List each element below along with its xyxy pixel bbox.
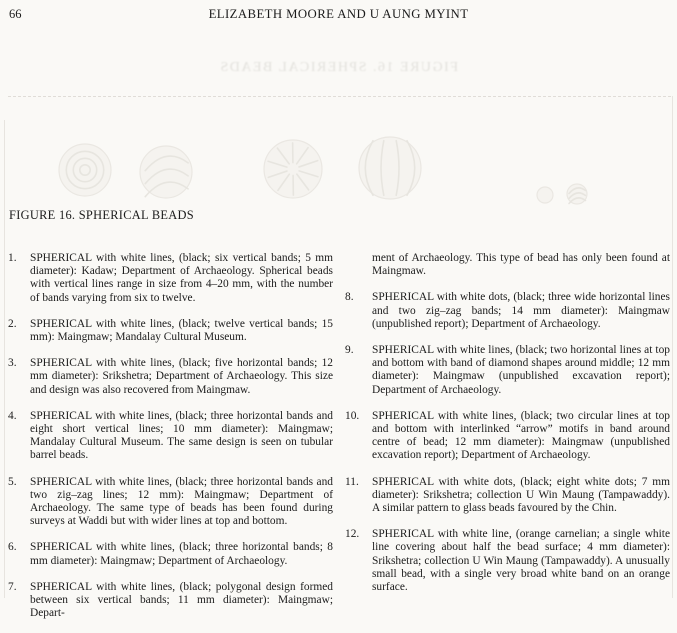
item-text: SPHERICAL with white dots, (black; eight white dots; 7 mm diameter): Srikshetra; collection U Win Maung (Tampawaddy). A similar pattern to glass beads favoured by the Chin. <box>372 476 670 516</box>
item-text: SPHERICAL with white lines, (black; two circular lines at top and bottom with interlinked “arrow” motifs in band around centre of bead; 12 mm diameter): Maingmaw (unpublished excavation report); Department of Archaeology. <box>372 410 670 463</box>
list-item <box>345 528 670 594</box>
item-text: SPHERICAL with white lines, (black; two horizontal lines at top and bottom with band of diamond shapes around middle; 12 mm diameter): Maingmaw (unpublished excavation report); Department of Archaeology. <box>372 344 670 397</box>
item-text: SPHERICAL with white lines, (black; three horizontal bands; 8 mm diameter): Maingmaw; Department of Archaeology. <box>30 541 333 567</box>
list-item <box>345 291 670 331</box>
item-number: 8. <box>345 291 372 331</box>
list-item <box>8 581 333 621</box>
ghost-bead-melon <box>359 137 421 199</box>
ghost-bead-diagonal <box>140 146 192 198</box>
item-number <box>345 252 372 278</box>
ghost-bead-small <box>537 187 553 203</box>
bead-catalogue-list <box>8 252 671 633</box>
right-column <box>345 252 670 633</box>
running-header <box>0 7 677 25</box>
ghost-caption-showthrough: FIGURE 16. SPHERICAL BEADS <box>0 60 677 76</box>
item-number: 11. <box>345 476 372 516</box>
figure-caption: FIGURE 16. SPHERICAL BEADS <box>9 208 194 223</box>
item-number: 9. <box>345 344 372 397</box>
page-number: 66 <box>9 7 22 22</box>
item-number: 12. <box>345 528 372 594</box>
list-item <box>8 357 333 397</box>
item-text: SPHERICAL with white lines, (black; six vertical bands; 5 mm diameter): Kadaw; Department of Archaeology. Spherical beads with vertical lines range in size from 4–20 mm, with the number of bands varying from six to twelve. <box>30 252 333 305</box>
ghost-bead-diagonal <box>567 184 587 204</box>
item-number: 2. <box>8 318 30 344</box>
item-text: SPHERICAL with white lines, (black; five horizontal bands; 12 mm diameter): Srikshetra; Department of Archaeology. This size and design was also recovered from Maingmaw. <box>30 357 333 397</box>
item-number: 7. <box>8 581 30 621</box>
item-number: 10. <box>345 410 372 463</box>
ghost-bead-concentric <box>59 144 111 196</box>
list-item <box>345 344 670 397</box>
item-text: SPHERICAL with white lines, (black; three horizontal bands and two zig–zag lines; 12 mm): Maingmaw; Department of Archaeology. The same type of beads has been found during surveys at Waddi but with wider lines at top and bottom. <box>30 476 333 529</box>
running-head-authors: ELIZABETH MOORE AND U AUNG MYINT <box>0 7 677 22</box>
ghost-bead-radial <box>264 140 322 198</box>
item-number: 1. <box>8 252 30 305</box>
item-text: SPHERICAL with white lines, (black; twelve vertical bands; 15 mm): Maingmaw; Mandalay Cultural Museum. <box>30 318 333 344</box>
item-number: 5. <box>8 476 30 529</box>
list-item <box>8 252 333 305</box>
item-text: ment of Archaeology. This type of bead has only been found at Maingmaw. <box>372 252 670 278</box>
item-number: 4. <box>8 410 30 463</box>
item-text: SPHERICAL with white lines, (black; polygonal design formed between six vertical bands; 11 mm diameter): Maingmaw; Depart- <box>30 581 333 621</box>
list-item <box>345 252 670 278</box>
list-item <box>8 541 333 567</box>
left-column <box>8 252 333 633</box>
item-text: SPHERICAL with white line, (orange carnelian; a single white line covering about half the bead surface; 4 mm diameter): Srikshetra; collection U Win Maung (Tampawaddy). A unusually small bead, with a single very broad white band on an orange surface. <box>372 528 670 594</box>
item-text: SPHERICAL with white dots, (black; three wide horizontal lines and two zig–zag bands; 14 mm diameter): Maingmaw (unpublished report); Department of Archaeology. <box>372 291 670 331</box>
list-item <box>345 410 670 463</box>
list-item <box>345 476 670 516</box>
item-number: 6. <box>8 541 30 567</box>
item-text: SPHERICAL with white lines, (black; three horizontal bands and eight short vertical lines; 10 mm diameter): Maingmaw; Mandalay Cultural Museum. The same design is seen on tubular barrel beads. <box>30 410 333 463</box>
item-number: 3. <box>8 357 30 397</box>
list-item <box>8 476 333 529</box>
ghost-bead-images <box>0 90 677 215</box>
list-item <box>8 410 333 463</box>
list-item <box>8 318 333 344</box>
